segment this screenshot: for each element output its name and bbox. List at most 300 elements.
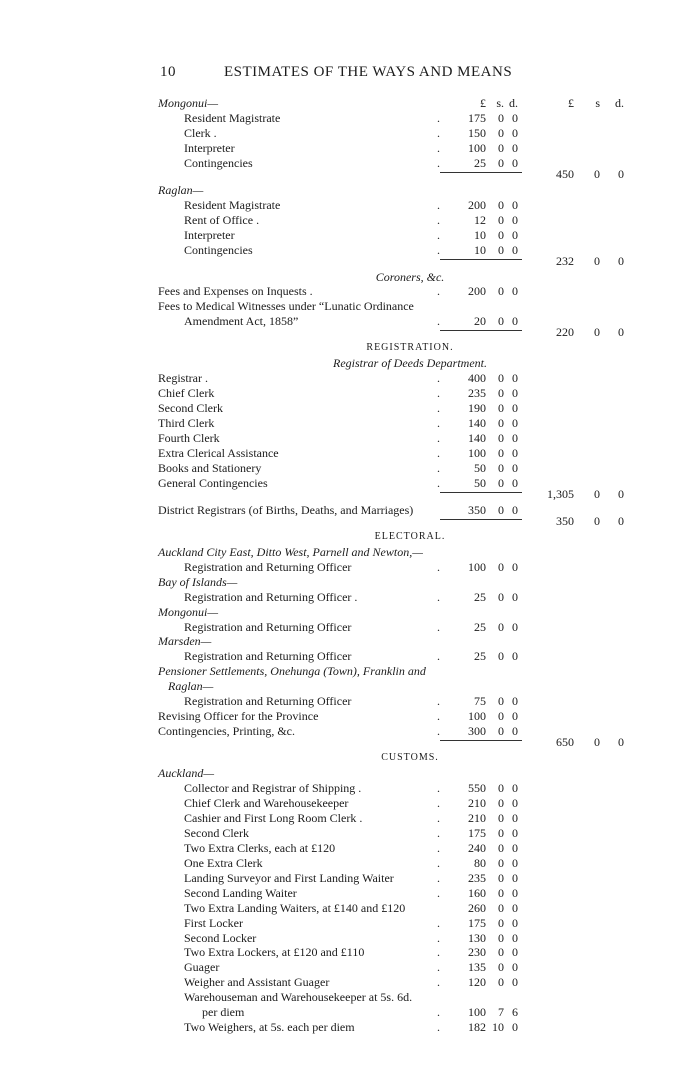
amount-cell: 0 [498, 197, 504, 212]
dot-leader: . [437, 930, 440, 945]
amount-cell: 0 [498, 870, 504, 885]
amount-cell: 0 [498, 475, 504, 490]
dot-leader: . [437, 619, 440, 634]
amount-cell: 0 [512, 140, 518, 155]
section-heading [0, 341, 700, 355]
total-cell: 0 [618, 486, 624, 501]
amount-cell: 0 [512, 284, 518, 299]
amount-cell: 0 [512, 155, 518, 170]
row-label: Registrar . [158, 371, 208, 386]
row-label: Auckland City East, Ditto West, Parnell and Newton,— [158, 544, 423, 559]
amount-cell: 0 [498, 781, 504, 795]
row-label: Second Clerk [158, 401, 223, 416]
row-label: Books and Stationery [158, 460, 262, 475]
amount-cell: 350 [468, 502, 486, 517]
ledger-row [0, 916, 700, 930]
row-label: Extra Clerical Assistance [158, 445, 279, 460]
amount-cell: 235 [468, 870, 486, 885]
dot-leader: . [437, 559, 440, 574]
amount-cell: 0 [498, 619, 504, 634]
amount-cell: 0 [498, 945, 504, 960]
total-cell: 0 [594, 513, 600, 528]
row-label: Chief Clerk [158, 386, 215, 401]
page-header [160, 64, 560, 84]
amount-cell: 0 [512, 559, 518, 574]
dot-leader: . [437, 825, 440, 840]
amount-cell: 0 [512, 416, 518, 430]
dot-leader: . [437, 155, 440, 170]
total-cell: 0 [618, 735, 624, 750]
row-label: Second Locker [184, 930, 257, 945]
ledger-row [0, 664, 700, 678]
total-cell: 0 [618, 513, 624, 528]
amount-cell: 0 [498, 371, 504, 386]
total-cell: 0 [594, 253, 600, 268]
row-label: Registration and Returning Officer [184, 694, 352, 709]
amount-cell: 0 [498, 431, 504, 445]
total-cell: 1,305 [547, 486, 574, 501]
amount-cell: 0 [512, 795, 518, 810]
amount-cell: 190 [468, 401, 486, 416]
amount-cell: 140 [468, 416, 486, 430]
ledger-row [0, 856, 700, 870]
dot-leader: . [437, 475, 440, 490]
amount-cell: 0 [498, 795, 504, 810]
ledger-row [0, 1005, 700, 1019]
ledger-row [0, 228, 700, 242]
row-label: Two Extra Clerks, each at £120 [184, 840, 336, 855]
dot-leader: . [437, 915, 440, 930]
amount-cell: 0 [512, 649, 518, 664]
ledger-row [0, 371, 700, 385]
amount-cell: 0 [512, 870, 518, 885]
row-label: Contingencies [184, 242, 253, 257]
ledger-row [0, 126, 700, 140]
row-label: Third Clerk [158, 416, 215, 430]
row-label: Collector and Registrar of Shipping . [184, 781, 362, 795]
ledger-row [0, 679, 700, 693]
amount-cell: 0 [498, 900, 504, 915]
amount-cell: 182 [468, 1020, 486, 1035]
row-label: Pensioner Settlements, Onehunga (Town), Franklin and [158, 664, 426, 679]
amount-cell: 0 [498, 125, 504, 140]
row-label: Warehouseman and Warehousekeeper at 5s. 6d. [184, 990, 413, 1005]
amount-cell: 0 [512, 724, 518, 739]
amount-cell: 12 [474, 212, 486, 227]
amount-cell: 0 [498, 649, 504, 664]
ledger-row [0, 111, 700, 125]
dot-leader: . [437, 371, 440, 386]
ledger-row [0, 198, 700, 212]
total-cell: 450 [556, 166, 574, 181]
dot-leader: . [437, 197, 440, 212]
amount-cell: 0 [512, 619, 518, 634]
dot-leader: . [437, 781, 440, 795]
amount-cell: 0 [498, 825, 504, 840]
amount-cell: 550 [468, 781, 486, 795]
amount-cell: 80 [474, 855, 486, 870]
amount-cell: 25 [474, 649, 486, 664]
amount-cell: 100 [468, 709, 486, 724]
amount-cell: 130 [468, 930, 486, 945]
amount-cell: 0 [512, 197, 518, 212]
section-title: ELECTORAL. [374, 530, 446, 542]
amount-cell: 0 [512, 945, 518, 960]
amount-cell: 200 [468, 197, 486, 212]
row-label: Guager [184, 960, 220, 975]
amount-cell: 0 [512, 855, 518, 870]
dot-leader: . [437, 1005, 440, 1020]
row-label: Two Extra Lockers, at £120 and £110 [184, 945, 365, 960]
row-label: Raglan— [168, 679, 214, 694]
amount-cell: 260 [468, 900, 486, 915]
total-cell: 0 [594, 486, 600, 501]
ledger-row [0, 213, 700, 227]
page-number: 10 [160, 64, 176, 80]
amount-cell: 0 [512, 227, 518, 242]
total-row [0, 487, 700, 501]
row-label: Interpreter [184, 227, 235, 242]
row-label: Clerk . [184, 125, 217, 140]
row-label: Fees and Expenses on Inquests . [158, 284, 313, 299]
row-label: Registration and Returning Officer [184, 619, 352, 634]
ledger-row [0, 545, 700, 559]
amount-cell: 100 [468, 559, 486, 574]
amount-cell: 0 [512, 589, 518, 604]
dot-leader: . [437, 975, 440, 990]
amount-cell: 0 [512, 781, 518, 795]
dot-leader: . [437, 724, 440, 739]
row-label: Rent of Office . [184, 212, 260, 227]
amount-cell: 0 [498, 284, 504, 299]
amount-cell: 0 [498, 212, 504, 227]
amount-cell: 6 [512, 1005, 518, 1020]
ledger-row [0, 386, 700, 400]
amount-cell: 0 [498, 227, 504, 242]
total-row [0, 254, 700, 268]
row-label: Chief Clerk and Warehousekeeper [184, 795, 349, 810]
amount-cell: 0 [512, 694, 518, 709]
ledger-row [0, 826, 700, 840]
dot-leader: . [437, 855, 440, 870]
amount-cell: 235 [468, 386, 486, 401]
amount-cell: 10 [474, 227, 486, 242]
row-label: General Contingencies [158, 475, 268, 490]
amount-cell: 0 [512, 475, 518, 490]
ledger-row [0, 590, 700, 604]
amount-cell: 0 [512, 111, 518, 125]
amount-cell: 0 [498, 559, 504, 574]
row-label: Mongonui— [158, 604, 218, 619]
amount-cell: 300 [468, 724, 486, 739]
column-header: d. [615, 96, 624, 110]
amount-cell: 50 [474, 475, 486, 490]
ledger-row [0, 446, 700, 460]
amount-cell: 0 [498, 885, 504, 900]
amount-cell: 25 [474, 155, 486, 170]
total-cell: 0 [618, 166, 624, 181]
total-cell: 0 [594, 166, 600, 181]
ledger-row [0, 634, 700, 648]
ledger-row [0, 416, 700, 430]
ledger-row [0, 401, 700, 415]
amount-cell: 0 [512, 445, 518, 460]
total-cell: 0 [618, 253, 624, 268]
dot-leader: . [437, 709, 440, 724]
total-cell: 650 [556, 735, 574, 750]
amount-cell: 0 [498, 810, 504, 825]
total-cell: 0 [618, 325, 624, 340]
amount-cell: 175 [468, 915, 486, 930]
amount-cell: 240 [468, 840, 486, 855]
ledger-row [0, 766, 700, 780]
section-heading [0, 751, 700, 765]
amount-cell: 0 [512, 460, 518, 475]
amount-cell: 100 [468, 445, 486, 460]
ledger-row [0, 990, 700, 1004]
amount-cell: 0 [512, 975, 518, 990]
amount-cell: 0 [512, 371, 518, 386]
section-title: CUSTOMS. [381, 752, 439, 764]
row-label: Mongonui— [158, 96, 218, 110]
amount-cell: 175 [468, 111, 486, 125]
row-label: Amendment Act, 1858” [184, 314, 299, 329]
amount-cell: 0 [498, 460, 504, 475]
amount-cell: 0 [498, 111, 504, 125]
row-label: Contingencies, Printing, &c. [158, 724, 295, 739]
page-title: ESTIMATES OF THE WAYS AND MEANS [224, 64, 513, 80]
amount-cell: 0 [498, 416, 504, 430]
total-cell: 0 [594, 735, 600, 750]
amount-cell: 175 [468, 825, 486, 840]
total-cell: 232 [556, 253, 574, 268]
ledger-row [0, 461, 700, 475]
ledger-row [0, 96, 700, 110]
amount-cell: 0 [498, 840, 504, 855]
amount-cell: 0 [512, 825, 518, 840]
row-label: Fees to Medical Witnesses under “Lunatic Ordinance [158, 299, 414, 314]
column-header: £ [480, 96, 486, 110]
amount-cell: 0 [498, 960, 504, 975]
amount-cell: 0 [512, 709, 518, 724]
amount-cell: 75 [474, 694, 486, 709]
row-label: Raglan— [158, 182, 204, 197]
dot-leader: . [437, 1020, 440, 1035]
ledger-row [0, 709, 700, 723]
section-heading [0, 270, 700, 284]
dot-leader: . [437, 140, 440, 155]
row-label: per diem [202, 1005, 245, 1020]
dot-leader: . [437, 284, 440, 299]
amount-cell: 0 [498, 502, 504, 517]
amount-cell: 0 [512, 960, 518, 975]
amount-cell: 0 [498, 915, 504, 930]
amount-cell: 20 [474, 314, 486, 329]
amount-cell: 200 [468, 284, 486, 299]
total-cell: 220 [556, 325, 574, 340]
ledger-row [0, 183, 700, 197]
row-label: Two Extra Landing Waiters, at £140 and £120 [184, 900, 406, 915]
total-cell: 0 [594, 325, 600, 340]
amount-cell: 0 [512, 1020, 518, 1035]
section-heading [0, 356, 700, 370]
section-title: REGISTRATION. [366, 342, 454, 354]
ledger-row [0, 141, 700, 155]
amount-cell: 0 [498, 314, 504, 329]
row-label: Landing Surveyor and First Landing Waiter [184, 870, 394, 885]
dot-leader: . [437, 589, 440, 604]
amount-cell: 25 [474, 619, 486, 634]
dot-leader: . [437, 840, 440, 855]
row-label: Registration and Returning Officer [184, 559, 352, 574]
total-row [0, 514, 700, 528]
amount-cell: 0 [512, 810, 518, 825]
dot-leader: . [437, 401, 440, 416]
amount-cell: 120 [468, 975, 486, 990]
ledger-row [0, 605, 700, 619]
ledger-row [0, 945, 700, 959]
amount-cell: 0 [498, 724, 504, 739]
dot-leader: . [437, 125, 440, 140]
row-label: Registration and Returning Officer [184, 649, 352, 664]
row-label: Cashier and First Long Room Clerk . [184, 810, 363, 825]
column-header: d. [509, 96, 518, 110]
row-label: Resident Magistrate [184, 111, 281, 125]
ledger-row [0, 871, 700, 885]
row-label: Marsden— [158, 634, 212, 649]
row-label: Second Landing Waiter [184, 885, 297, 900]
row-label: Interpreter [184, 140, 235, 155]
dot-leader: . [437, 212, 440, 227]
section-title: Registrar of Deeds Department. [333, 356, 487, 371]
amount-cell: 0 [512, 885, 518, 900]
row-label: Bay of Islands— [158, 574, 238, 589]
amount-cell: 0 [512, 930, 518, 945]
dot-leader: . [437, 227, 440, 242]
amount-cell: 0 [498, 855, 504, 870]
ledger-row [0, 694, 700, 708]
amount-cell: 135 [468, 960, 486, 975]
dot-leader: . [437, 386, 440, 401]
row-label: Registration and Returning Officer . [184, 589, 358, 604]
dot-leader: . [437, 416, 440, 430]
amount-cell: 0 [512, 314, 518, 329]
ledger-row [0, 575, 700, 589]
amount-cell: 100 [468, 1005, 486, 1020]
amount-cell: 150 [468, 125, 486, 140]
ledger-row [0, 284, 700, 298]
amount-cell: 210 [468, 810, 486, 825]
dot-leader: . [437, 945, 440, 960]
amount-cell: 0 [512, 125, 518, 140]
dot-leader: . [437, 694, 440, 709]
dot-leader: . [437, 960, 440, 975]
dot-leader: . [437, 445, 440, 460]
amount-cell: 0 [498, 445, 504, 460]
row-label: Contingencies [184, 155, 253, 170]
amount-cell: 230 [468, 945, 486, 960]
section-heading [0, 530, 700, 544]
ledger-row [0, 560, 700, 574]
row-label: One Extra Clerk [184, 855, 263, 870]
ledger-row [0, 796, 700, 810]
dot-leader: . [437, 431, 440, 445]
amount-cell: 140 [468, 431, 486, 445]
amount-cell: 10 [492, 1020, 504, 1035]
dot-leader: . [437, 111, 440, 125]
amount-cell: 0 [498, 589, 504, 604]
dot-leader: . [437, 242, 440, 257]
column-header: s. [496, 96, 504, 110]
total-row [0, 735, 700, 749]
row-label: Fourth Clerk [158, 431, 220, 445]
total-cell: 350 [556, 513, 574, 528]
amount-cell: 160 [468, 885, 486, 900]
row-label: Auckland— [158, 766, 214, 780]
ledger-row [0, 299, 700, 313]
ledger-row [0, 901, 700, 915]
amount-cell: 0 [512, 212, 518, 227]
dot-leader: . [437, 810, 440, 825]
amount-cell: 0 [498, 242, 504, 257]
amount-cell: 0 [512, 401, 518, 416]
dot-leader: . [437, 649, 440, 664]
amount-cell: 0 [512, 502, 518, 517]
ledger-row [0, 841, 700, 855]
dot-leader: . [437, 314, 440, 329]
ledger-row [0, 431, 700, 445]
amount-cell: 0 [498, 709, 504, 724]
column-header: £ [568, 96, 574, 110]
amount-cell: 0 [512, 915, 518, 930]
dot-leader: . [437, 885, 440, 900]
row-label: Weigher and Assistant Guager [184, 975, 330, 990]
amount-cell: 0 [512, 900, 518, 915]
ledger-row [0, 960, 700, 974]
amount-cell: 210 [468, 795, 486, 810]
amount-cell: 50 [474, 460, 486, 475]
amount-cell: 7 [498, 1005, 504, 1020]
ledger-row [0, 931, 700, 945]
ledger-row [0, 811, 700, 825]
amount-cell: 0 [498, 930, 504, 945]
row-label: District Registrars (of Births, Deaths, and Marriages) [158, 502, 414, 517]
total-row [0, 325, 700, 339]
ledger-row [0, 1020, 700, 1034]
ledger-row [0, 620, 700, 634]
ledger-row [0, 975, 700, 989]
column-header: s [595, 96, 600, 110]
ledger-row [0, 781, 700, 795]
total-row [0, 167, 700, 181]
row-label: Revising Officer for the Province [158, 709, 319, 724]
row-label: Resident Magistrate [184, 197, 281, 212]
amount-cell: 0 [512, 242, 518, 257]
amount-cell: 0 [498, 386, 504, 401]
amount-cell: 0 [512, 431, 518, 445]
amount-cell: 0 [498, 401, 504, 416]
row-label: First Locker [184, 915, 243, 930]
amount-cell: 0 [498, 140, 504, 155]
amount-cell: 0 [512, 840, 518, 855]
amount-cell: 0 [512, 386, 518, 401]
amount-cell: 25 [474, 589, 486, 604]
amount-cell: 10 [474, 242, 486, 257]
amount-cell: 100 [468, 140, 486, 155]
ledger-row [0, 649, 700, 663]
amount-cell: 400 [468, 371, 486, 386]
ledger-row [0, 886, 700, 900]
